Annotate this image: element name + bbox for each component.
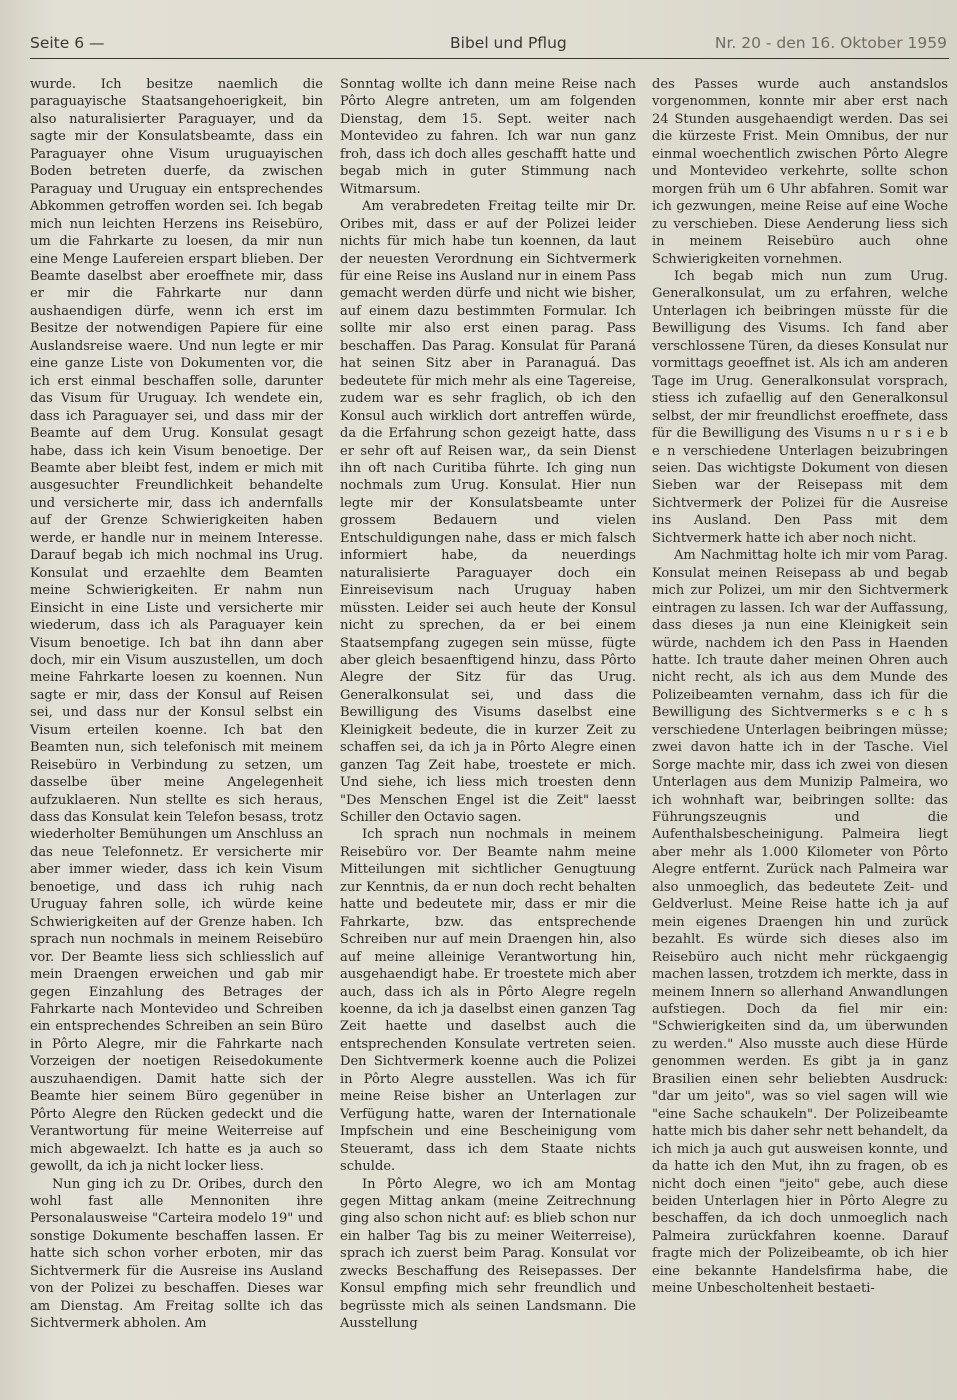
paragraph: Sonntag wollte ich dann meine Reise nach Pôrto Alegre antreten, um am folgenden Dienstag, dem 15. Sept. weiter nach Montevideo zu fahren. Ich war nun ganz froh, dass ich doch alles geschafft hatte und begab mich in guter Stimmung nach Witmarsum. — [340, 77, 636, 197]
text-column-3 — [652, 76, 948, 1298]
text-column-1 — [30, 76, 323, 1333]
paragraph: Ich sprach nun nochmals in meinem Reisebüro vor. Der Beamte nahm meine Mitteilungen mit sichtlicher Genugtuung zur Kenntnis, da er nun doch recht behalten hatte und bedeutete mir, dass er mir die Fahrkarte, bzw. das entsprechende Schreiben nur auf mein Draengen hin, also auf meine alleinige Verantwortung hin, ausgehaendigt habe. Er troestete mich aber auch, dass ich als in Pôrto Alegre regeln koenne, da ich ja daselbst einen ganzen Tag Zeit haette und daselbst auch die entsprechenden Konsulate vertreten seien. Den Sichtvermerk koenne auch die Polizei in Pôrto Alegre ausstellen. Was ich für meine Reise bisher an Unterlagen zur Verfügung hatte, waren der Internationale Impfschein und eine Bescheinigung vom Steueramt, dass ich dem Staate nichts schulde. — [340, 827, 636, 1175]
paragraph: Am Nachmittag holte ich mir vom Parag. Konsulat meinen Reisepass ab und begab mich zur Polizei, um mir den Sichtvermerk eintragen zu lassen. Ich war der Auffassung, dass dieses ja nun eine Kleinigkeit sein würde, nachdem ich den Pass in Haenden hatte. Ich traute daher meinen Ohren auch nicht recht, als ich aus dem Munde des Polizeibeamten vernahm, dass ich für die Bewilligung des Sichtvermerks s e c h s verschiedene Unterlagen beibringen müsse; zwei davon hatte ich in der Tasche. Viel Sorge machte mir, dass ich zwei von diesen Unterlagen aus dem Munizip Palmeira, wo ich wohnhaft war, beibringen sollte: das Führungszeugnis und die Aufenthalsbescheinigung. Palmeira liegt aber mehr als 1.000 Kilometer von Pôrto Alegre entfernt. Zurück nach Palmeira war also unmoeglich, das bedeutete Zeit- und Geldverlust. Meine Reise hatte ich ja auf mein eigenes Draengen hin und zurück bezahlt. Es würde sich dieses also im Reisebüro auch nicht mehr rückgaengig machen lassen, trotzdem ich merkte, dass in meinem Innern so allerhand Anwandlungen aufstiegen. Doch da fiel mir ein: "Schwierigkeiten sind da, um überwunden zu werden." Also musste auch diese Hürde genommen werden. Es gibt ja in ganz Brasilien einen sehr beliebten Ausdruck: "dar um jeito", was so viel sagen will wie "eine Sache schaukeln". Der Polizeibeamte hatte mich bis daher sehr nett behandelt, da ich mich ja auch gut ausweisen konnte, und da hatte ich den Mut, ihn zu fragen, ob es nicht doch einen "jeito" gebe, auch diese beiden Unterlagen hier in Pôrto Alegre zu beschaffen, da ich doch unmoeglich nach Palmeira zurückfahren koenne. Darauf fragte mich der Polizeibeamte, ob ich hier eine bekannte Handelsfirma habe, die meine Unbescholtenheit bestaeti- — [652, 548, 948, 1297]
publication-title: Bibel und Pflug — [450, 34, 567, 52]
header-rule — [30, 58, 949, 59]
paragraph: des Passes wurde auch anstandslos vorgenommen, konnte mir aber erst nach 24 Stunden ausgehaendigt werden. Das sei die kürzeste Frist. Mein Omnibus, der nur einmal woechentlich zwischen Pôrto Alegre und Montevideo verkehrte, sollte schon morgen früh um 6 Uhr abfahren. Somit war ich gezwungen, meine Reise auf eine Woche zu verschieben. Diese Aenderung liess sich in meinem Reisebüro auch ohne Schwierigkeiten vornehmen. — [652, 77, 948, 267]
issue-date: Nr. 20 - den 16. Oktober 1959 — [714, 34, 947, 52]
paragraph: Nun ging ich zu Dr. Oribes, durch den wohl fast alle Mennoniten ihre Personalausweise "Carteira modelo 19" und sonstige Dokumente beschaffen lassen. Er hatte sich schon vorher erboten, mir das Sichtvermerk für die Ausreise ins Ausland von der Polizei zu beschaffen. Dieses war am Dienstag. Am Freitag sollte ich das Sichtvermerk abholen. Am — [30, 1176, 323, 1332]
page-header — [30, 34, 947, 60]
paragraph: Am verabredeten Freitag teilte mir Dr. Oribes mit, dass er auf der Polizei leider nichts für mich habe tun koennen, da laut der neuesten Verordnung ein Sichtvermerk für eine Reise ins Ausland nur in einem Pass gemacht werden dürfe und nicht wie bisher, auf einem dazu bestimmten Formular. Ich sollte mir also erst einen parag. Pass beschaffen. Das Parag. Konsulat für Paraná hat seinen Sitz aber in Paranaguá. Das bedeutete für mich mehr als eine Tagereise, zudem war es sehr fraglich, ob ich den Konsul auch wirklich dort antreffen würde, da die Erfahrung schon gezeigt hatte, dass er sehr oft auf Reisen war,, da sein Dienst ihn oft nach Curitiba führte. Ich ging nun nochmals zum Urug. Konsulat. Hier nun legte mir der Konsulatsbeamte unter grossem Bedauern und vielen Entschuldigungen nahe, dass er mich falsch informiert habe, da neuerdings naturalisierte Paraguayer doch ein Einreisevisum nach Uruguay haben müssten. Leider sei auch heute der Konsul nicht zu sprechen, da er bei einem Staatsempfang zugegen sein müsse, fügte aber gleich besaenftigend hinzu, dass Pôrto Alegre der Sitz für das Urug. Generalkonsulat sei, und dass die Bewilligung des Visums daselbst eine Kleinigkeit bedeute, die in kurzer Zeit zu schaffen sei, da ich ja in Pôrto Alegre einen ganzen Tag Zeit habe, troestete er mich. Und siehe, ich liess mich troesten denn "Des Menschen Engel ist die Zeit" laesst Schiller den Octavio sagen. — [340, 199, 636, 826]
text-column-2 — [340, 76, 636, 1333]
paragraph: Ich begab mich nun zum Urug. Generalkonsulat, um zu erfahren, welche Unterlagen ich beibringen müsste für die Bewilligung des Visums. Ich fand aber verschlossene Türen, da dieses Konsulat nur vormittags geoeffnet ist. Als ich am anderen Tage im Urug. Generalkonsulat vorsprach, stiess ich zufaellig auf den Generalkonsul selbst, der mir freundlichst eroeffnete, dass für die Bewilligung des Visums n u r s i e b e n verschiedene Unterlagen beizubringen seien. Das wichtigste Dokument von diesen Sieben war der Reisepass mit dem Sichtvermerk der Polizei für die Ausreise ins Ausland. Den Pass mit dem Sichtvermerk hatte ich aber noch nicht. — [652, 268, 948, 546]
paragraph: wurde. Ich besitze naemlich die paraguayische Staatsangehoerigkeit, bin also naturalisierter Paraguayer, und da sagte mir der Konsulatsbeamte, dass ein Paraguayer ohne Visum uruguayischen Boden betreten duerfe, da zwischen Paraguay und Uruguay ein entsprechendes Abkommen getroffen worden sei. Ich begab mich nun leichten Herzens ins Reisebüro, um die Fahrkarte zu loesen, da mir nun eine Menge Laufereien erspart blieben. Der Beamte daselbst aber eroeffnete mir, dass er mir die Fahrkarte nur dann aushaendigen dürfe, wenn ich erst im Besitze der notwendigen Papiere für eine Auslandsreise waere. Und nun legte er mir eine ganze Liste von Dokumenten vor, die ich erst einmal beschaffen solle, darunter das Visum für Uruguay. Ich wendete ein, dass ich Paraguayer sei, und dass mir der Beamte auf dem Urug. Konsulat gesagt habe, dass ich kein Visum benoetige. Der Beamte aber bleibt fest, indem er mich mit ausgesuchter Freundlichkeit behandelte und versicherte mir, dass ich andernfalls auf der Grenze Schwierigkeiten haben werde, er handle nur in meinem Interesse. Darauf begab ich mich nochmal ins Urug. Konsulat und erzaehlte dem Beamten meine Schwierigkeiten. Er nahm nun Einsicht in eine Liste und versicherte mir wiederum, dass ich als Paraguayer kein Visum benoetige. Ich bat ihn dann aber doch, mir ein Visum auszustellen, um doch meine Fahrkarte loesen zu koennen. Nun sagte er mir, dass der Konsul auf Reisen sei, und dass nur der Konsul selbst ein Visum erteilen koenne. Ich bat den Beamten nun, sich telefonisch mit meinem Reisebüro in Verbindung zu setzen, um dasselbe über meine Angelegenheit aufzuklaeren. Nun stellte es sich heraus, dass das Konsulat kein Telefon besass, trotz wiederholter Bemühungen um Anschluss an das neue Telefonnetz. Er versicherte mir aber immer wieder, dass ich kein Visum benoetige, und dass ich ruhig nach Uruguay fahren solle, ich würde keine Schwierigkeiten auf der Grenze haben. Ich sprach nun nochmals in meinem Reisebüro vor. Der Beamte liess sich schliesslich auf mein Draengen erweichen und gab mir gegen Einzahlung des Betrages der Fahrkarte nach Montevideo und Schreiben ein entsprechendes Schreiben an sein Büro in Pôrto Alegre, mir die Fahrkarte nach Vorzeigen der noetigen Reisedokumente auszuhaendigen. Damit hatte sich der Beamte hier seinem Büro gegenüber in Pôrto Alegre den Rücken gedeckt und die Verantwortung für meine Weiterreise auf mich abgewaelzt. Ich hatte es ja auch so gewollt, da ich ja nicht locker liess. — [30, 77, 323, 1175]
page-number: Seite 6 — — [30, 34, 105, 52]
paragraph: In Pôrto Alegre, wo ich am Montag gegen Mittag ankam (meine Zeitrechnung ging also schon nicht auf: es blieb schon nur ein halber Tag bis zu meiner Weiterreise), sprach ich zuerst beim Parag. Konsulat vor zwecks Beschaffung des Reisepasses. Der Konsul empfing mich sehr freundlich und begrüsste mich als seinen Landsmann. Die Ausstellung — [340, 1176, 636, 1332]
